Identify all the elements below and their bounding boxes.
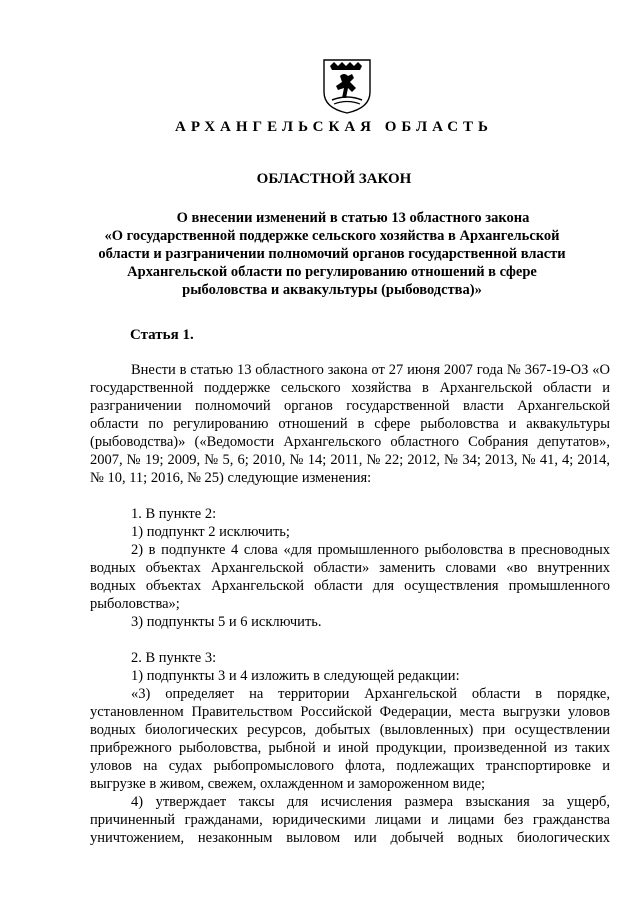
intro-paragraph: Внести в статью 13 областного закона от 27 июня 2007 года № 367-19-ОЗ «О государственной поддержке сельского хозяйства в Архангельской области и разграничении полномочий органов государственной власти Архангельской области по регулированию отношений в сфере рыболовства и аквакультуры (рыбоводства)» («Ведомости Архангельского областного Собрания депутатов», 2007, № 19; 2009, № 5, 6; 2010, № 14; 2011, № 22; 2012, № 34; 2013, № 41, 4; 2014, № 10, 11; 2016, № 25) следующие изменения: [90, 362, 610, 486]
region-name: АРХАНГЕЛЬСКАЯ ОБЛАСТЬ [175, 119, 493, 135]
point-1-item: 1) подпункт 2 исключить; [131, 524, 290, 540]
point-2-item: 1) подпункты 3 и 4 изложить в следующей редакции: [131, 668, 460, 684]
point-1-title: 1. В пункте 2: [131, 506, 217, 522]
point-2-item: 4) утверждает таксы для исчисления размера взыскания за ущерб, причиненный гражданами, юридическими лицами и лицами без гражданства уничтожением, незаконным выловом или добычей водных биологических [90, 794, 610, 846]
article-body [90, 361, 610, 847]
point-2-item: «3) определяет на территории Архангельской области в порядке, установленном Правительством Российской Федерации, места выгрузки уловов водных биологических ресурсов, добытых (выловленных) при осуществлении прибрежного рыболовства, рыбной и иной продукции, произведенной из таких уловов на судах рыбопромыслового флота, подлежащих транспортировке и выгрузке в живом, свежем, охлажденном и замороженном виде; [90, 686, 610, 792]
law-title-line: Архангельской области по регулированию отношений в сфере [127, 264, 537, 280]
point-1-item: 3) подпункты 5 и 6 исключить. [131, 614, 322, 630]
law-title [82, 209, 582, 299]
point-1-item: 2) в подпункте 4 слова «для промышленного рыболовства в пресноводных водных объектах Архангельской области» заменить словами «во внутренних водных объектах Архангельской области для осуществления промышленного рыболовства»; [90, 542, 610, 612]
law-title-line: области и разграничении полномочий органов государственной власти [98, 246, 566, 262]
law-title-line: О внесении изменений в статью 13 областного закона [176, 210, 530, 226]
point-2-title: 2. В пункте 3: [131, 650, 217, 666]
law-title-line: рыболовства и аквакультуры (рыбоводства)» [182, 282, 482, 298]
law-type: ОБЛАСТНОЙ ЗАКОН [256, 171, 412, 187]
coat-of-arms-icon [322, 58, 372, 114]
law-title-line: «О государственной поддержке сельского хозяйства в Архангельской [104, 228, 560, 244]
article-heading: Статья 1. [130, 327, 194, 343]
